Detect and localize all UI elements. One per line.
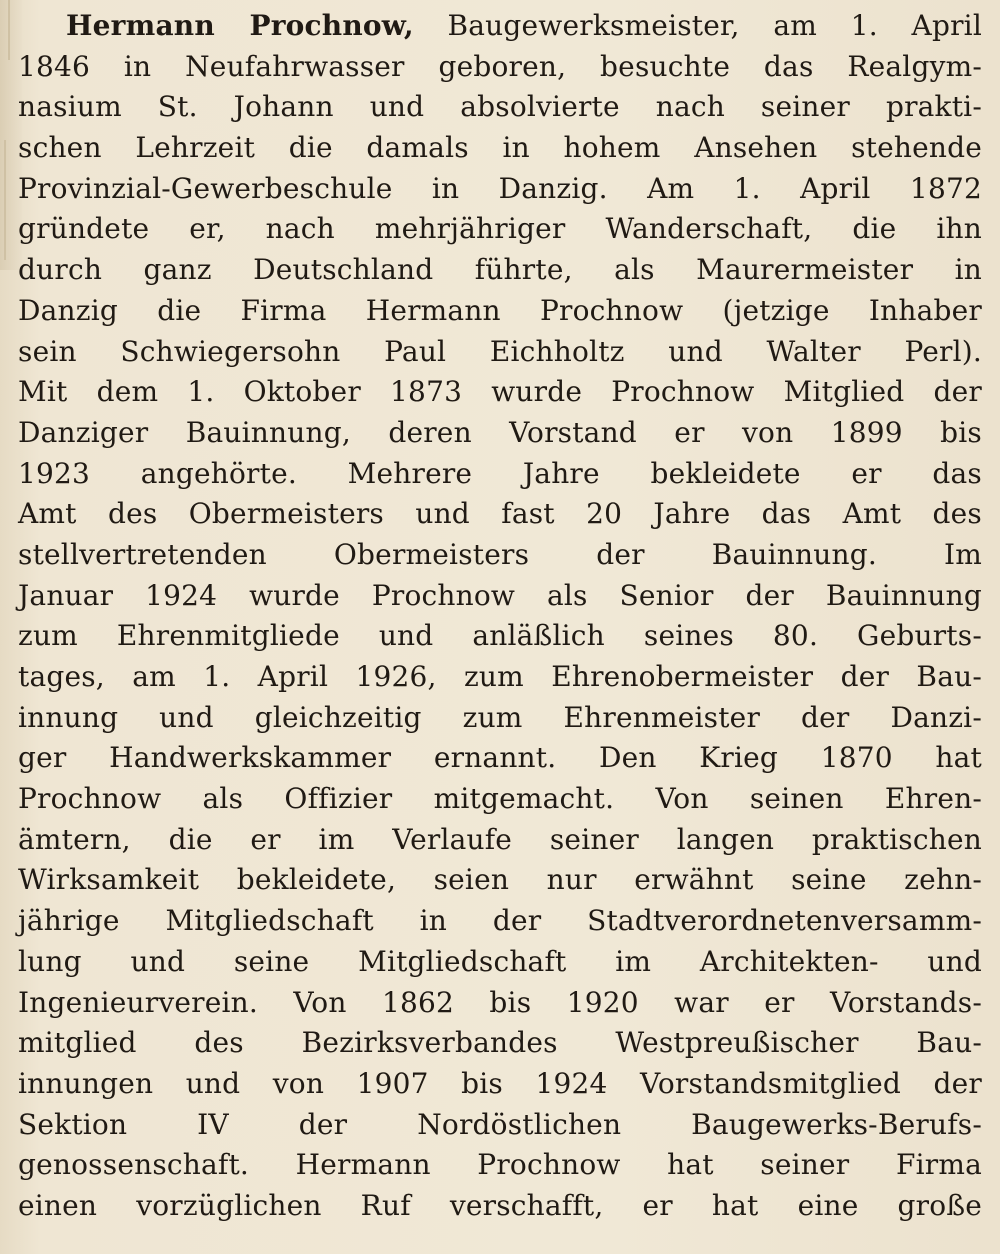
- text-line: tages, am 1. April 1926, zum Ehrenobermeister der Bau-: [18, 660, 982, 693]
- text-line: Ingenieurverein. Von 1862 bis 1920 war er Vorstands-: [18, 985, 982, 1019]
- person-name: Hermann Prochnow,: [66, 9, 414, 42]
- text-line: lung und seine Mitgliedschaft im Architekten- und: [18, 944, 982, 978]
- page-edge-line: [8, 0, 10, 60]
- text-line: ämtern, die er im Verlaufe seiner langen praktischen: [18, 822, 982, 856]
- text-line: Wirksamkeit bekleidete, seien nur erwähnt seine zehn-: [18, 863, 982, 897]
- text-line: gründete er, nach mehrjähriger Wanderschaft, die ihn: [18, 212, 982, 246]
- text-line: mitglied des Bezirksverbandes Westpreußischer Bau-: [18, 1026, 982, 1060]
- text-line: stellvertretenden Obermeisters der Bauinnung. Im: [18, 537, 982, 571]
- text-line: Sektion IV der Nordöstlichen Baugewerks-Berufs-: [18, 1107, 982, 1141]
- text-line: nasium St. Johann und absolvierte nach seiner prakti-: [18, 90, 982, 124]
- text-line: innungen und von 1907 bis 1924 Vorstandsmitglied der: [18, 1066, 982, 1100]
- text-line: zum Ehrenmitgliede und anläßlich seines 80. Geburts-: [18, 619, 982, 653]
- text-line: Januar 1924 wurde Prochnow als Senior der Bauinnung: [18, 578, 982, 612]
- text-line: Amt des Obermeisters und fast 20 Jahre das Amt des: [18, 497, 982, 531]
- text-line: genossenschaft. Hermann Prochnow hat seiner Firma: [18, 1148, 982, 1182]
- text-line: Prochnow als Offizier mitgemacht. Von seinen Ehren-: [18, 782, 982, 816]
- text-line: einen vorzüglichen Ruf verschafft, er hat eine große: [18, 1188, 982, 1222]
- text-line: Mit dem 1. Oktober 1873 wurde Prochnow Mitglied der: [18, 375, 982, 409]
- body-text: [18, 6, 982, 1227]
- text-line: 1846 in Neufahrwasser geboren, besuchte das Realgym-: [18, 49, 982, 83]
- text-line: sein Schwiegersohn Paul Eichholtz und Walter Perl).: [18, 334, 982, 368]
- text-line: jährige Mitgliedschaft in der Stadtverordnetenversamm-: [18, 904, 982, 938]
- text-line: Danzig die Firma Hermann Prochnow (jetzige Inhaber: [18, 293, 982, 327]
- page-edge-line: [4, 140, 6, 260]
- text-line: innung und gleichzeitig zum Ehrenmeister der Danzi-: [18, 700, 982, 734]
- text-line: [18, 6, 982, 47]
- text-line: Danziger Bauinnung, deren Vorstand er von 1899 bis: [18, 415, 982, 449]
- text-line: schen Lehrzeit die damals in hohem Ansehen stehende: [18, 131, 982, 165]
- text-line: 1923 angehörte. Mehrere Jahre bekleidete er das: [18, 456, 982, 490]
- text-line: ger Handwerkskammer ernannt. Den Krieg 1870 hat: [18, 741, 982, 775]
- text-line-content: Baugewerksmeister, am 1. April: [447, 9, 982, 42]
- text-line: durch ganz Deutschland führte, als Maurermeister in: [18, 253, 982, 287]
- text-line: Provinzial-Gewerbeschule in Danzig. Am 1. April 1872: [18, 171, 982, 205]
